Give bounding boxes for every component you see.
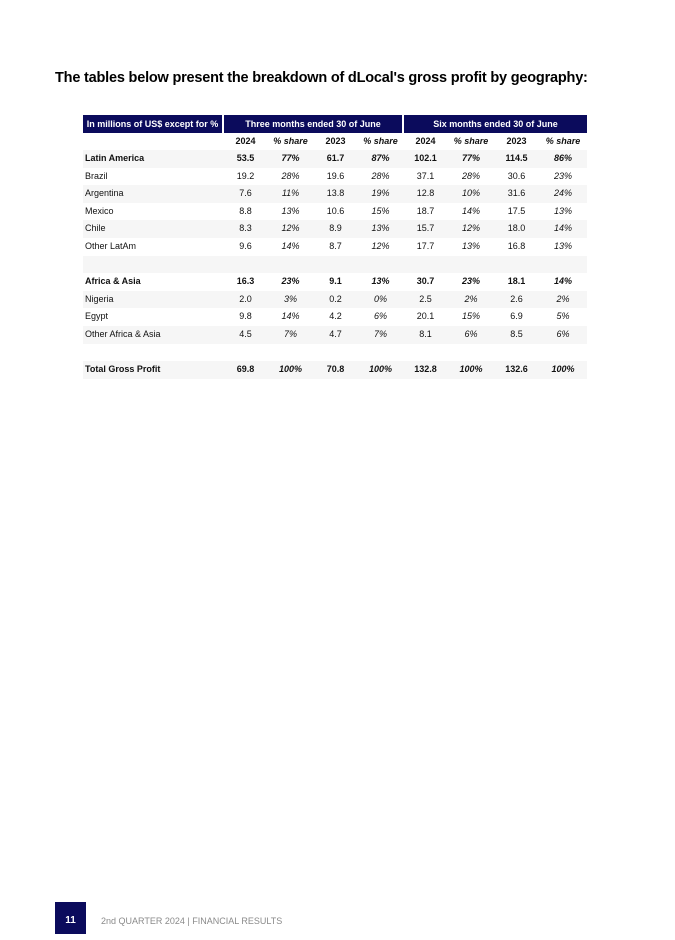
table-row-total (83, 361, 587, 379)
cell-value: 17.7 (416, 240, 435, 251)
cell-share: 100% (268, 361, 313, 379)
cell-value: 7.6 (223, 185, 268, 203)
cell-share: 12% (448, 220, 494, 238)
cell-value: 8.1 (403, 326, 448, 344)
cell-share: 13% (358, 220, 403, 238)
cell-value: 30.6 (507, 170, 526, 181)
column-header: 2023 (325, 136, 346, 146)
table-row (83, 203, 587, 221)
cell-share: 14% (554, 276, 573, 287)
cell-value: 8.7 (329, 240, 342, 251)
cell-value: 19.6 (326, 170, 345, 181)
cell-value: 61.7 (313, 150, 358, 168)
cell-value: 0.2 (313, 291, 358, 309)
cell-share: 100% (539, 361, 587, 379)
cell-share: 12% (268, 220, 313, 238)
cell-value: 31.6 (494, 185, 539, 203)
cell-share: 100% (448, 361, 494, 379)
cell-value: 9.1 (329, 276, 342, 287)
unit-label: In millions of US$ except for % (83, 115, 223, 133)
cell-share: 100% (358, 361, 403, 379)
row-label: Chile (83, 220, 223, 238)
cell-share: 13% (554, 205, 573, 216)
column-header: % share (453, 136, 489, 146)
row-label: Other LatAm (85, 240, 137, 251)
cell-share: 11% (268, 185, 313, 203)
column-header: 2024 (235, 136, 256, 146)
cell-value: 132.6 (494, 361, 539, 379)
page-heading: The tables below present the breakdown of dLocal's gross profit by geography: (55, 70, 588, 86)
group-header-six-months: Six months ended 30 of June (403, 115, 587, 133)
table-row (83, 273, 587, 291)
cell-share: 15% (371, 205, 390, 216)
cell-value: 20.1 (416, 311, 435, 322)
cell-value: 69.8 (223, 361, 268, 379)
cell-value: 8.9 (313, 220, 358, 238)
cell-share: 6% (539, 326, 587, 344)
cell-value: 70.8 (313, 361, 358, 379)
row-label: Africa & Asia (85, 276, 141, 287)
page-number-badge: 11 (55, 902, 86, 934)
cell-share: 24% (539, 185, 587, 203)
cell-value: 4.5 (223, 326, 268, 344)
column-header: 2024 (415, 136, 436, 146)
cell-share: 23% (554, 170, 573, 181)
column-header: % share (363, 136, 398, 146)
cell-share: 7% (358, 326, 403, 344)
cell-value: 16.3 (236, 276, 255, 287)
cell-value: 12.8 (403, 185, 448, 203)
row-label: Nigeria (83, 291, 223, 309)
cell-value: 10.6 (326, 205, 345, 216)
cell-share: 13% (371, 276, 390, 287)
cell-share: 6% (448, 326, 494, 344)
table-row (83, 168, 587, 186)
column-header: 2023 (506, 136, 527, 146)
cell-share: 7% (268, 326, 313, 344)
cell-share: 86% (539, 150, 587, 168)
cell-share: 77% (268, 150, 313, 168)
cell-value: 9.6 (239, 240, 252, 251)
cell-value: 9.8 (239, 311, 252, 322)
cell-value: 114.5 (494, 150, 539, 168)
cell-value: 2.6 (494, 291, 539, 309)
cell-value: 30.7 (416, 276, 435, 287)
cell-share: 28% (371, 170, 390, 181)
spacer-row (83, 256, 587, 274)
cell-share: 12% (371, 240, 390, 251)
cell-share: 10% (448, 185, 494, 203)
cell-value: 4.2 (329, 311, 342, 322)
cell-value: 8.3 (223, 220, 268, 238)
cell-share: 23% (281, 276, 300, 287)
cell-value: 18.0 (494, 220, 539, 238)
cell-value: 17.5 (507, 205, 526, 216)
cell-value: 18.1 (507, 276, 526, 287)
table-row (83, 150, 587, 168)
cell-value: 18.7 (416, 205, 435, 216)
row-label: Mexico (85, 205, 114, 216)
column-header-row (83, 133, 587, 150)
spacer-row (83, 344, 587, 362)
cell-share: 87% (358, 150, 403, 168)
cell-share: 2% (448, 291, 494, 309)
cell-value: 16.8 (507, 240, 526, 251)
cell-value: 6.9 (510, 311, 523, 322)
row-label: Egypt (85, 311, 109, 322)
cell-value: 53.5 (223, 150, 268, 168)
row-label: Latin America (83, 150, 223, 168)
cell-share: 14% (539, 220, 587, 238)
table-row (83, 308, 587, 326)
cell-value: 8.5 (494, 326, 539, 344)
cell-share: 0% (358, 291, 403, 309)
column-header-empty (83, 133, 223, 150)
cell-value: 15.7 (403, 220, 448, 238)
column-header: % share (273, 136, 308, 146)
gross-profit-by-geography-table (83, 115, 587, 379)
cell-value: 13.8 (313, 185, 358, 203)
cell-share: 77% (448, 150, 494, 168)
cell-share: 6% (374, 311, 388, 322)
row-label: Brazil (85, 170, 108, 181)
row-label: Other Africa & Asia (83, 326, 223, 344)
cell-share: 14% (281, 240, 300, 251)
cell-share: 19% (358, 185, 403, 203)
cell-share: 14% (281, 311, 300, 322)
cell-value: 2.5 (403, 291, 448, 309)
cell-share: 28% (462, 170, 481, 181)
cell-share: 5% (556, 311, 570, 322)
table-row (83, 220, 587, 238)
table-header-row (83, 115, 587, 133)
table-row (83, 326, 587, 344)
column-header: % share (545, 136, 581, 146)
cell-value: 4.7 (313, 326, 358, 344)
cell-value: 19.2 (236, 170, 255, 181)
cell-share: 15% (462, 311, 481, 322)
group-header-three-months: Three months ended 30 of June (223, 115, 403, 133)
cell-value: 132.8 (403, 361, 448, 379)
cell-share: 13% (281, 205, 300, 216)
cell-value: 2.0 (223, 291, 268, 309)
row-label: Argentina (83, 185, 223, 203)
table-row (83, 291, 587, 309)
cell-share: 28% (281, 170, 300, 181)
cell-share: 2% (539, 291, 587, 309)
table-row (83, 238, 587, 256)
cell-share: 14% (462, 205, 481, 216)
cell-share: 23% (462, 276, 481, 287)
table-row (83, 185, 587, 203)
cell-share: 3% (268, 291, 313, 309)
footer-text: 2nd QUARTER 2024 | FINANCIAL RESULTS (101, 916, 283, 926)
cell-value: 8.8 (239, 205, 252, 216)
cell-value: 102.1 (403, 150, 448, 168)
cell-share: 13% (554, 240, 573, 251)
cell-share: 13% (462, 240, 481, 251)
row-label: Total Gross Profit (83, 361, 223, 379)
cell-value: 37.1 (416, 170, 435, 181)
